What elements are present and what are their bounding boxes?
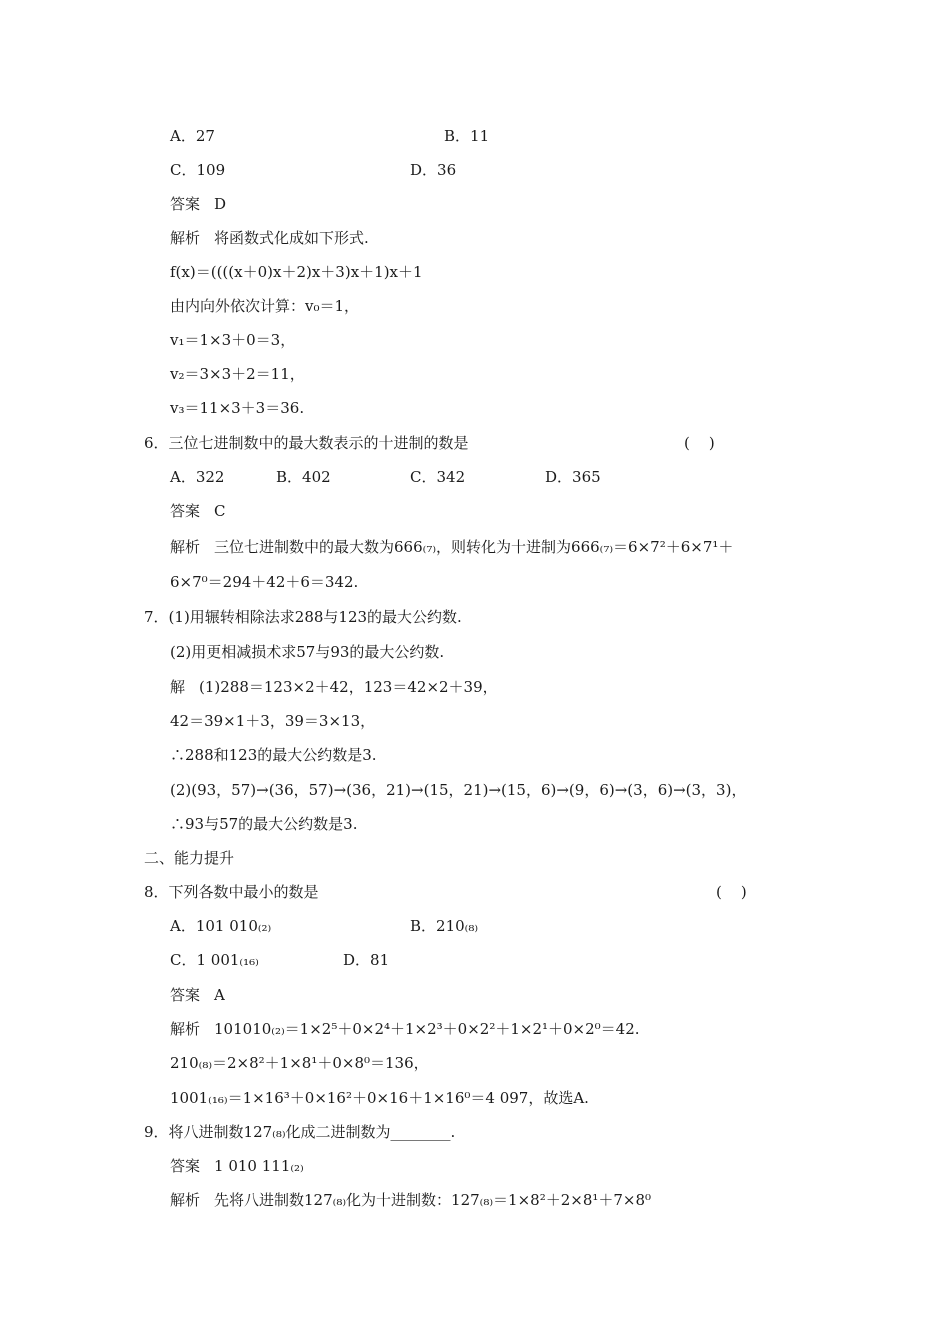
q8-analysis-line-2: 210₍₈₎＝2×8²＋1×8¹＋0×8⁰＝136， xyxy=(170,1054,429,1072)
analysis-label: 解析 xyxy=(170,229,201,247)
q7-solution-1 xyxy=(170,677,498,697)
q9-stem: 9．将八进制数127₍₈₎化成二进制数为________. xyxy=(144,1123,456,1141)
q5-step-intro: 由内向外依次计算：v₀＝1， xyxy=(170,297,360,315)
q5-option-a: A．27 xyxy=(170,127,215,145)
solution-label: 解 xyxy=(170,678,186,696)
answer-value: C xyxy=(214,502,226,520)
q8-analysis-line-3: 1001₍₁₆₎＝1×16³＋0×16²＋0×16＋1×16⁰＝4 097，故选A. xyxy=(170,1089,589,1107)
q6-option-d: D．365 xyxy=(545,468,601,486)
answer-label: 答案 xyxy=(170,1157,201,1175)
q7-solution-5: ∴93与57的最大公约数是3. xyxy=(170,815,358,833)
q8-answer xyxy=(170,985,225,1005)
analysis-text: 先将八进制数127₍₈₎化为十进制数：127₍₈₎＝1×8²＋2×8¹＋7×8⁰ xyxy=(214,1191,652,1209)
q8-stem: 8．下列各数中最小的数是 xyxy=(144,883,319,901)
q5-option-c: C．109 xyxy=(170,161,226,179)
q5-formula: f(x)＝((((x＋0)x＋2)x＋3)x＋1)x＋1 xyxy=(170,263,423,281)
analysis-line-1: 三位七进制数中的最大数为666₍₇₎，则转化为十进制为666₍₇₎＝6×7²＋6×7¹＋ xyxy=(214,538,734,556)
q6-option-b: B．402 xyxy=(276,468,331,486)
q9-analysis xyxy=(170,1190,651,1210)
q8-option-b: B．210₍₈₎ xyxy=(410,917,479,935)
q6-answer xyxy=(170,501,226,521)
q7-solution-4: (2)(93，57)→(36，57)→(36，21)→(15，21)→(15，6)→(9，6)→(3，6)→(3，3)， xyxy=(170,781,747,799)
answer-label: 答案 xyxy=(170,502,201,520)
q8-option-c: C．1 001₍₁₆₎ xyxy=(170,951,259,969)
q5-answer xyxy=(170,194,226,214)
q8-option-a: A．101 010₍₂₎ xyxy=(170,917,272,935)
analysis-line-1: 101010₍₂₎＝1×2⁵＋0×2⁴＋1×2³＋0×2²＋1×2¹＋0×2⁰＝42. xyxy=(214,1020,640,1038)
q5-step-3: v₃＝11×3＋3＝36. xyxy=(170,399,305,417)
analysis-label: 解析 xyxy=(170,1020,201,1038)
q5-option-b: B．11 xyxy=(444,127,490,145)
q9-answer xyxy=(170,1156,304,1176)
q6-option-a: A．322 xyxy=(170,468,225,486)
analysis-label: 解析 xyxy=(170,538,201,556)
q6-answer-blank: ( ) xyxy=(684,434,715,452)
q6-stem: 6．三位七进制数中的最大数表示的十进制的数是 xyxy=(144,434,469,452)
q7-stem-2: (2)用更相减损术求57与93的最大公约数. xyxy=(170,643,445,661)
q8-answer-blank: ( ) xyxy=(716,883,747,901)
analysis-text: 将函数式化成如下形式. xyxy=(214,229,369,247)
q6-analysis xyxy=(170,537,733,557)
answer-value: 1 010 111₍₂₎ xyxy=(214,1157,304,1175)
answer-value: D xyxy=(214,195,227,213)
solution-text: (1)288＝123×2＋42，123＝42×2＋39， xyxy=(199,678,498,696)
q7-solution-3: ∴288和123的最大公约数是3. xyxy=(170,746,377,764)
q5-analysis xyxy=(170,228,369,248)
q7-solution-2: 42＝39×1＋3，39＝3×13， xyxy=(170,712,376,730)
q5-step-2: v₂＝3×3＋2＝11， xyxy=(170,365,305,383)
q7-stem-1: 7．(1)用辗转相除法求288与123的最大公约数. xyxy=(144,608,462,626)
answer-label: 答案 xyxy=(170,195,201,213)
q5-option-d: D．36 xyxy=(410,161,457,179)
analysis-label: 解析 xyxy=(170,1191,201,1209)
answer-value: A xyxy=(214,986,225,1004)
section-heading: 二、能力提升 xyxy=(144,849,235,867)
q6-analysis-line-2: 6×7⁰＝294＋42＋6＝342. xyxy=(170,573,359,591)
q8-analysis xyxy=(170,1019,640,1039)
q6-option-c: C．342 xyxy=(410,468,466,486)
q5-step-1: v₁＝1×3＋0＝3， xyxy=(170,331,296,349)
q8-option-d: D．81 xyxy=(343,951,390,969)
answer-label: 答案 xyxy=(170,986,201,1004)
